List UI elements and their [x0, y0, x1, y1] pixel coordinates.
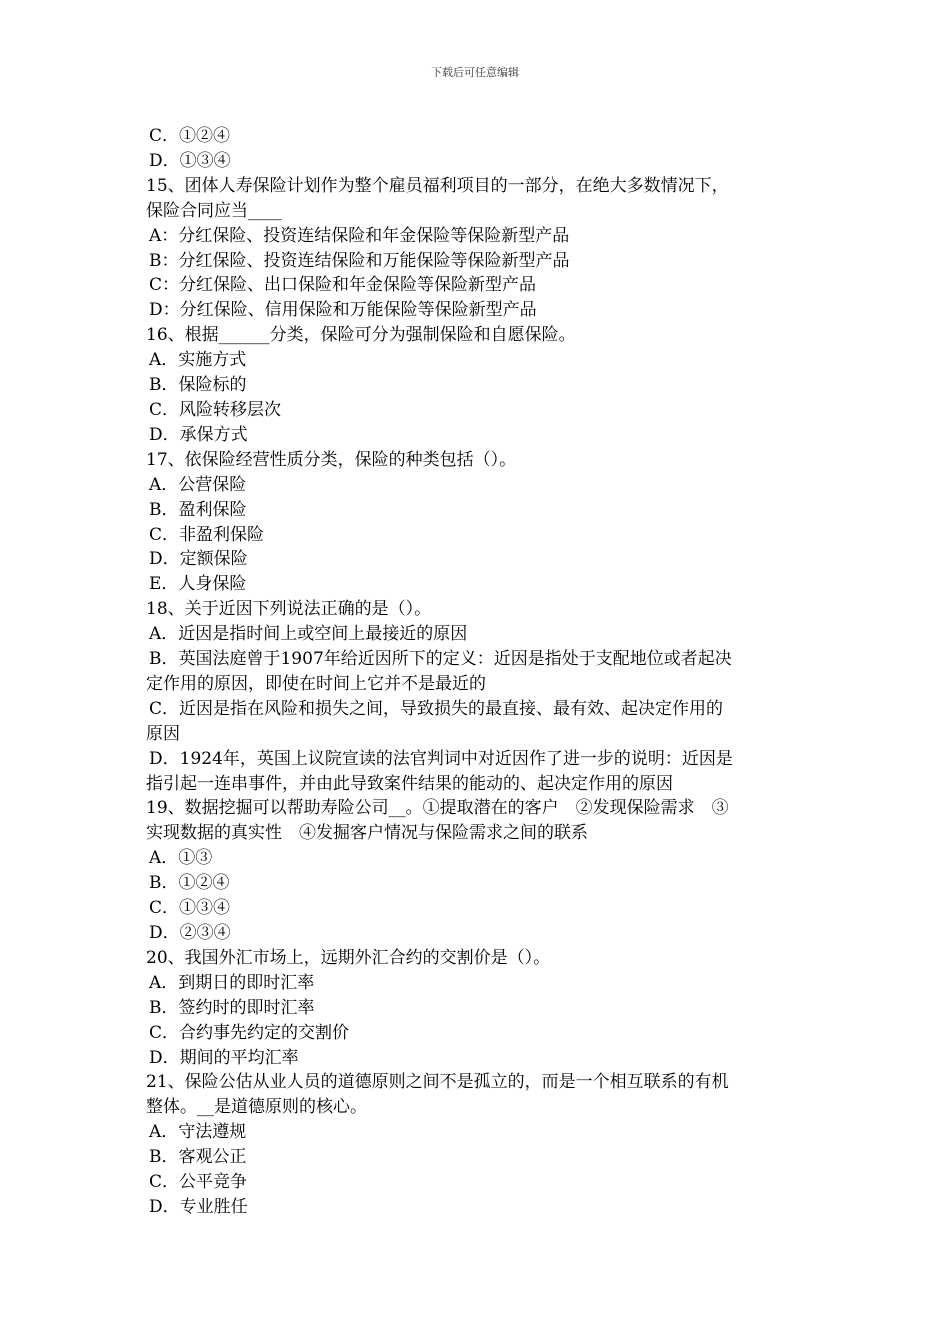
answer-option: D．②③④: [149, 923, 231, 943]
answer-option: A．近因是指时间上或空间上最接近的原因: [149, 624, 468, 645]
answer-option: D．期间的平均汇率: [149, 1047, 299, 1068]
answer-option: B．签约时的即时汇率: [149, 997, 315, 1018]
answer-option: A．实施方式: [149, 350, 247, 371]
answer-option: B．保险标的: [149, 375, 247, 396]
answer-option: C．①③④: [149, 898, 231, 919]
question-text: 保险合同应当____: [146, 200, 282, 221]
question-text: 16、根据______分类，保险可分为强制保险和自愿保险。: [146, 325, 576, 346]
question-text: 17、依保险经营性质分类，保险的种类包括（）。: [146, 449, 517, 470]
question-text: 指引起一连串事件，并由此导致案件结果的能动的、起决定作用的原因: [146, 773, 673, 794]
answer-option: D．承保方式: [149, 424, 248, 445]
answer-option: B：分红保险、投资连结保险和万能保险等保险新型产品: [149, 250, 570, 271]
answer-option: B．①②④: [149, 873, 230, 894]
answer-option: B．英国法庭曾于1907年给近因所下的定义：近因是指处于支配地位或者起决: [149, 649, 732, 670]
page-header: 下载后可任意编辑: [431, 66, 519, 79]
answer-option: B．盈利保险: [149, 499, 247, 520]
answer-option: D．专业胜任: [149, 1196, 248, 1217]
answer-option: D：分红保险、信用保险和万能保险等保险新型产品: [149, 300, 537, 321]
answer-option: C．合约事先约定的交割价: [149, 1022, 350, 1043]
answer-option: C．风险转移层次: [149, 399, 282, 420]
question-text: 定作用的原因，即使在时间上它并不是最近的: [146, 673, 486, 694]
answer-option: C：分红保险、出口保险和年金保险等保险新型产品: [149, 275, 537, 296]
document-body: [146, 124, 810, 1220]
question-text: 19、数据挖掘可以帮助寿险公司__。①提取潜在的客户 ②发现保险需求 ③: [146, 798, 729, 819]
question-text: 21、保险公估从业人员的道德原则之间不是孤立的，而是一个相互联系的有机: [146, 1072, 729, 1093]
answer-option: D．定额保险: [149, 549, 248, 570]
question-text: 18、关于近因下列说法正确的是（）。: [146, 599, 432, 620]
question-text: 15、团体人寿保险计划作为整个雇员福利项目的一部分，在绝大多数情况下，: [146, 175, 729, 196]
answer-option: C．非盈利保险: [149, 524, 265, 545]
answer-option: A．到期日的即时汇率: [149, 972, 315, 993]
answer-option: D．①③④: [149, 150, 231, 171]
answer-option: A：分红保险、投资连结保险和年金保险等保险新型产品: [149, 225, 570, 246]
answer-option: E．人身保险: [149, 574, 247, 595]
question-text: 原因: [146, 723, 180, 744]
answer-option: C．①②④: [149, 126, 231, 146]
answer-option: D．1924年，英国上议院宣读的法官判词中对近因作了进一步的说明：近因是: [149, 748, 733, 769]
answer-option: C．公平竞争: [149, 1172, 248, 1193]
answer-option: A．①③: [149, 848, 213, 869]
question-text: 整体。__是道德原则的核心。: [146, 1097, 367, 1118]
answer-option: B．客观公正: [149, 1147, 247, 1168]
answer-option: A．守法遵规: [149, 1122, 247, 1143]
question-text: 20、我国外汇市场上，远期外汇合约的交割价是（）。: [146, 947, 551, 968]
question-text: 实现数据的真实性 ④发掘客户情况与保险需求之间的联系: [146, 823, 588, 844]
answer-option: A．公营保险: [149, 474, 247, 495]
answer-option: C．近因是指在风险和损失之间，导致损失的最直接、最有效、起决定作用的: [149, 698, 724, 719]
